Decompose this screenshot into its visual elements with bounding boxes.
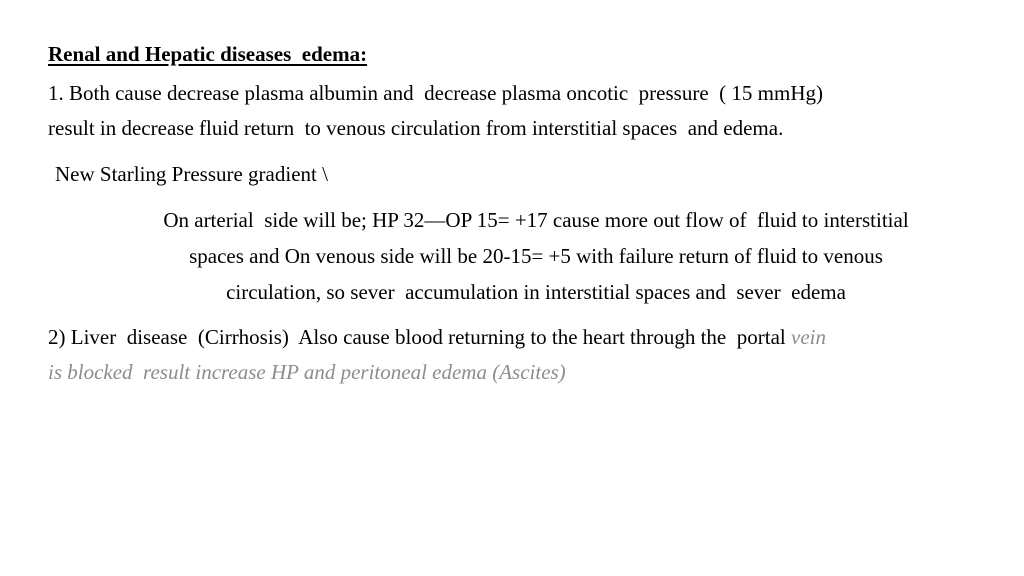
point2-line2-emphasis: is blocked result increase HP and peritoneal edema (Ascites) <box>48 360 566 384</box>
point2-line1-emphasis: vein <box>791 325 826 349</box>
gradient-line3: circulation, so sever accumulation in interstitial spaces and sever edema <box>226 280 846 304</box>
point2-line1-text: 2) Liver disease (Cirrhosis) Also cause blood returning to the heart through the portal <box>48 325 791 349</box>
gradient-line2: spaces and On venous side will be 20-15= +5 with failure return of fluid to venous <box>189 244 883 268</box>
gradient-line1: On arterial side will be; HP 32—OP 15= +17 cause more out flow of fluid to interstitial <box>163 208 909 232</box>
starling-heading: New Starling Pressure gradient \ <box>55 162 328 186</box>
point2-line1 <box>48 324 826 350</box>
point1-line1: 1. Both cause decrease plasma albumin and decrease plasma oncotic pressure ( 15 mmHg) <box>48 81 823 105</box>
slide-title: Renal and Hepatic diseases edema: <box>48 42 368 66</box>
point1-line2: result in decrease fluid return to venous circulation from interstitial spaces and edema. <box>48 116 784 140</box>
